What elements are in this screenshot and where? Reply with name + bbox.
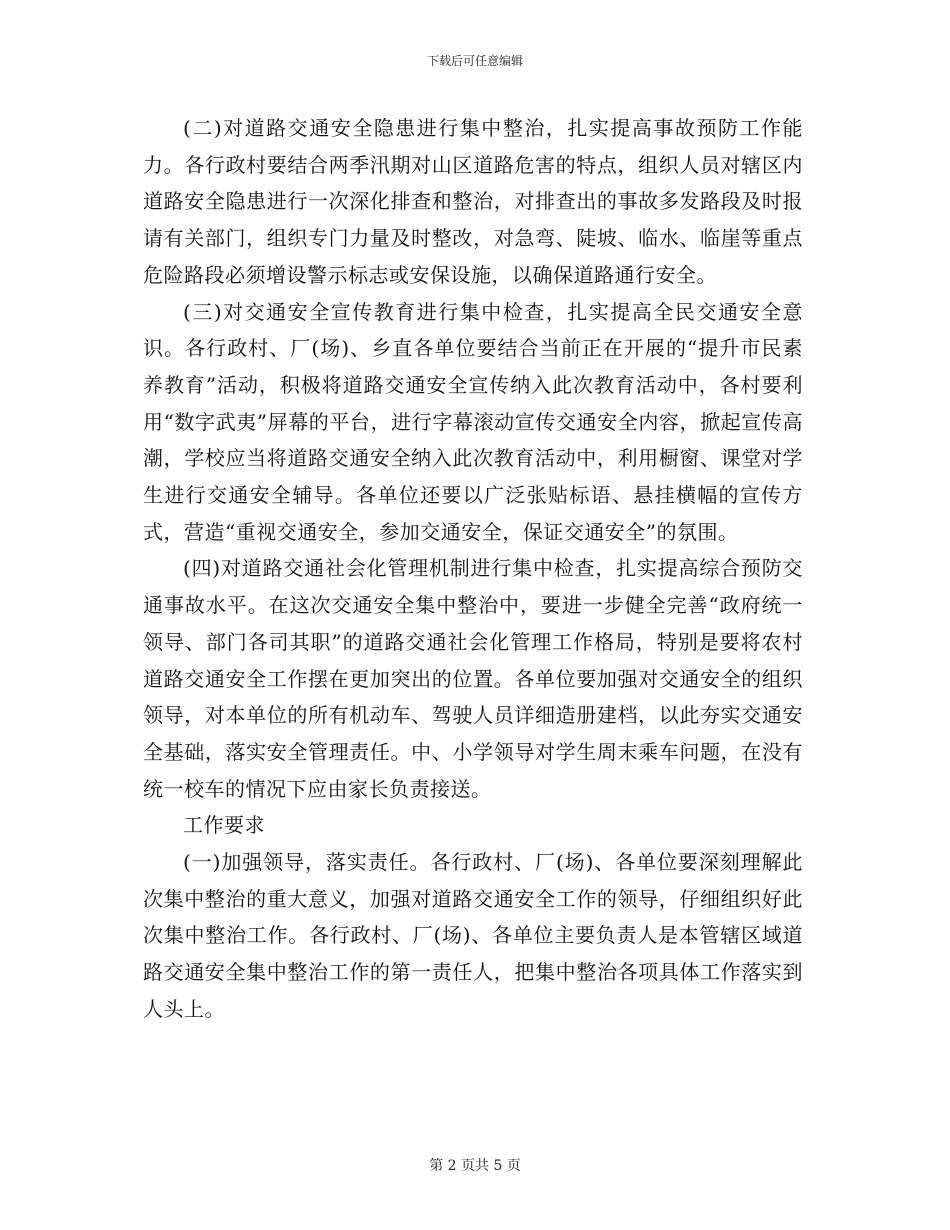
paragraph-leadership-responsibility: (一)加强领导，落实责任。各行政村、厂(场)、各单位要深刻理解此次集中整治的重大意义，加强对道路交通安全工作的领导，仔细组织好此次集中整治工作。各行政村、厂(场)、各单位主要负责人是本管辖区域道路交通安全集中整治工作的第一责任人，把集中整治各项具体工作落实到人头上。 xyxy=(143,850,803,1021)
paragraph-social-management: (四)对道路交通社会化管理机制进行集中检查，扎实提高综合预防交通事故水平。在这次交通安全集中整治中，要进一步健全完善“政府统一领导、部门各司其职”的道路交通社会化管理工作格局，特别是要将农村道路交通安全工作摆在更加突出的位置。各单位要加强对交通安全的组织领导，对本单位的所有机动车、驾驶人员详细造册建档，以此夯实交通安全基础，落实安全管理责任。中、小学领导对学生周末乘车问题，在没有统一校车的情况下应由家长负责接送。 xyxy=(143,556,803,801)
paragraph-safety-education: (三)对交通安全宣传教育进行集中检查，扎实提高全民交通安全意识。各行政村、厂(场)、乡直各单位要结合当前正在开展的“提升市民素养教育”活动，积极将道路交通安全宣传纳入此次教育活动中，各村要利用“数字武夷”屏幕的平台，进行字幕滚动宣传交通安全内容，掀起宣传高潮，学校应当将道路交通安全纳入此次教育活动中，利用橱窗、课堂对学生进行交通安全辅导。各单位还要以广泛张贴标语、悬挂横幅的宣传方式，营造“重视交通安全，参加交通安全，保证交通安全”的氛围。 xyxy=(143,299,803,544)
page-number: 第 2 页共 5 页 xyxy=(429,1158,521,1174)
paragraph-hazard-rectification: (二)对道路交通安全隐患进行集中整治，扎实提高事故预防工作能力。各行政村要结合两季汛期对山区道路危害的特点，组织人员对辖区内道路安全隐患进行一次深化排查和整治，对排查出的事故多发路段及时报请有关部门，组织专门力量及时整改，对急弯、陡坡、临水、临崖等重点危险路段必须增设警示标志或安保设施，以确保道路通行安全。 xyxy=(143,116,803,287)
section-heading-work-requirements: 工作要求 xyxy=(183,813,265,838)
page-header-note: 下载后可任意编辑 xyxy=(426,54,523,68)
document-body xyxy=(143,110,803,1028)
